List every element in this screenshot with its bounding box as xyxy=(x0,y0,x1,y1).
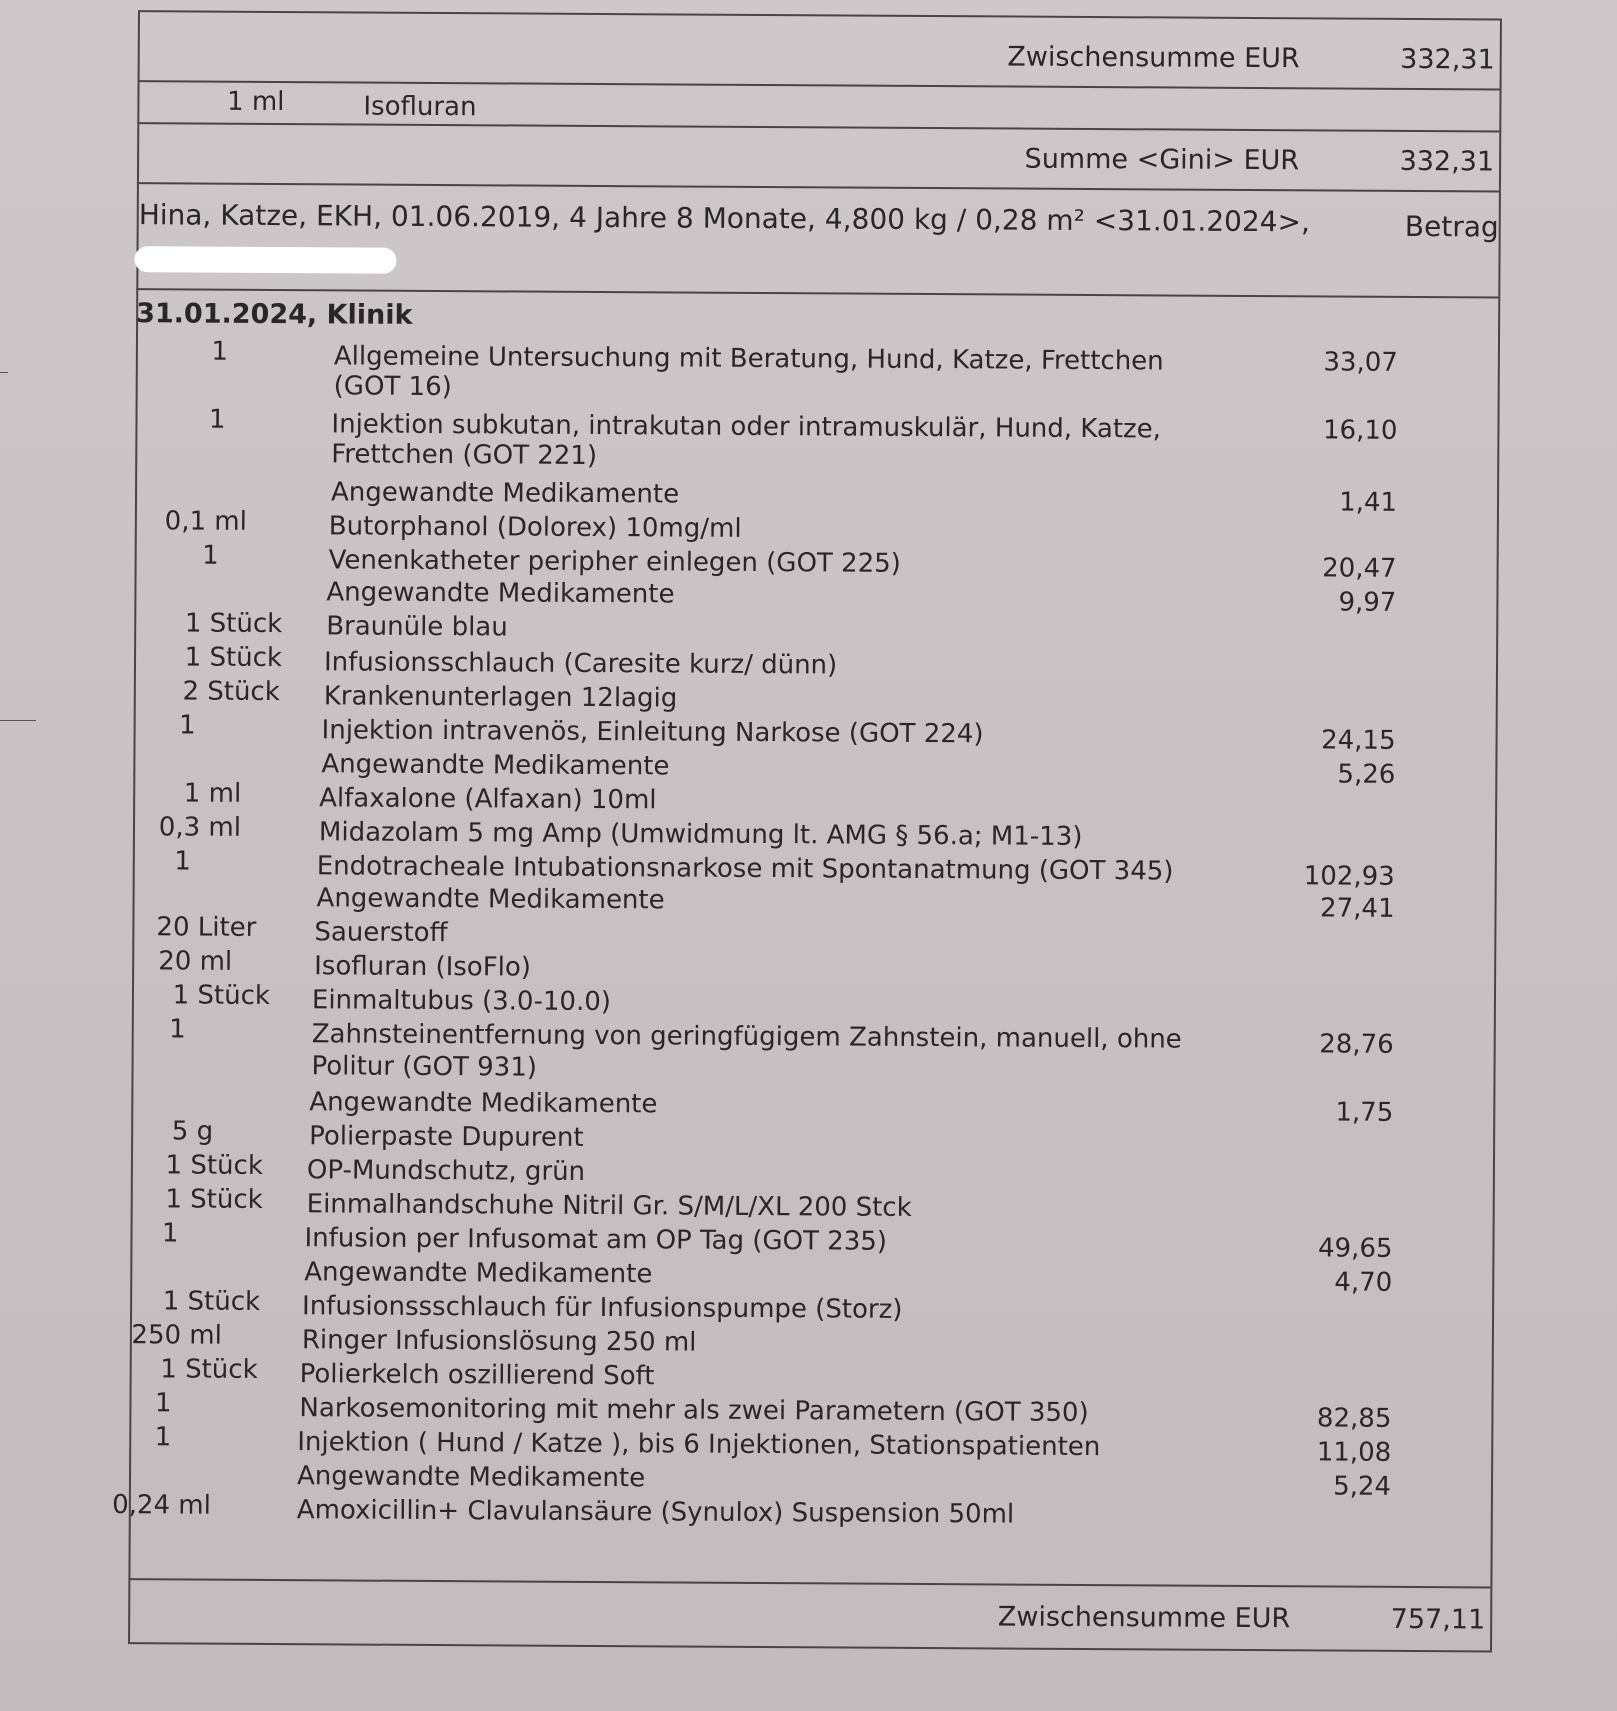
item-desc: Frettchen (GOT 221) xyxy=(331,439,598,471)
iso-desc: Isofluran xyxy=(363,91,477,123)
item-desc: Injektion intravenös, Einleitung Narkose (GOT 224) xyxy=(321,715,984,750)
item-desc: Angewandte Medikamente xyxy=(326,577,675,610)
item-desc: Isofluran (IsoFlo) xyxy=(314,951,532,983)
item-desc: Infusionsschlauch (Caresite kurz/ dünn) xyxy=(323,647,838,681)
item-qty: 1 xyxy=(161,1218,179,1249)
item-qty: 1 xyxy=(211,336,229,367)
item-amount: 16,10 xyxy=(1322,415,1398,446)
item-qty: 20 Liter xyxy=(156,912,257,943)
item-desc: Polierkelch oszillierend Soft xyxy=(299,1359,655,1392)
item-desc: Angewandte Medikamente xyxy=(309,1087,658,1120)
bottom-subtotal-label: Zwischensumme EUR xyxy=(997,1601,1291,1635)
bottom-subtotal-value: 757,11 xyxy=(1390,1603,1486,1636)
item-amount: 1,75 xyxy=(1335,1097,1394,1128)
item-amount: 28,76 xyxy=(1319,1029,1394,1060)
item-desc: Ringer Infusionslösung 250 ml xyxy=(301,1325,697,1358)
item-qty: 1 xyxy=(174,846,191,877)
item-desc: Angewandte Medikamente xyxy=(321,749,670,782)
item-desc: Allgemeine Untersuchung mit Beratung, Hund, Katze, Frettchen xyxy=(333,341,1164,377)
item-desc: Politur (GOT 931) xyxy=(311,1051,538,1083)
item-desc: Injektion subkutan, intrakutan oder intramuskulär, Hund, Katze, xyxy=(331,409,1162,445)
item-desc: Zahnsteinentfernung von geringfügigem Zahnstein, manuell, ohne xyxy=(311,1019,1182,1055)
item-qty: 1 Stück xyxy=(184,642,283,674)
item-qty: 1 Stück xyxy=(165,1150,264,1181)
item-amount: 27,41 xyxy=(1320,893,1395,924)
item-desc: Alfaxalone (Alfaxan) 10ml xyxy=(319,783,657,816)
amount-header: Betrag xyxy=(1404,209,1499,244)
item-amount: 9,97 xyxy=(1338,587,1397,618)
item-qty: 250 ml xyxy=(131,1320,222,1351)
item-qty: 2 Stück xyxy=(182,676,280,708)
top-subtotal-value: 332,31 xyxy=(1400,43,1495,76)
item-desc: Amoxicillin+ Clavulansäure (Synulox) Suspension 50ml xyxy=(296,1495,1015,1530)
item-amount: 20,47 xyxy=(1322,553,1397,584)
item-desc: Angewandte Medikamente xyxy=(296,1461,646,1494)
item-qty: 1 Stück xyxy=(165,1184,263,1215)
item-desc: Butorphanol (Dolorex) 10mg/ml xyxy=(328,511,742,544)
item-qty: 0,24 ml xyxy=(112,1490,211,1521)
item-qty: 1 Stück xyxy=(162,1286,261,1317)
item-qty: 0,3 ml xyxy=(158,812,242,843)
section-heading: 31.01.2024, Klinik xyxy=(136,298,413,331)
item-amount: 33,07 xyxy=(1323,347,1398,378)
invoice-frame xyxy=(100,10,1515,1661)
item-desc: Narkosemonitoring mit mehr als zwei Parametern (GOT 350) xyxy=(299,1393,1089,1429)
item-qty: 1 xyxy=(154,1388,172,1419)
item-amount: 11,08 xyxy=(1316,1437,1392,1468)
item-qty: 1 Stück xyxy=(172,980,271,1011)
item-qty: 1 ml xyxy=(183,778,242,809)
item-desc: Krankenunterlagen 12lagig xyxy=(323,681,678,714)
item-amount: 4,70 xyxy=(1334,1267,1393,1298)
sum-value: 332,31 xyxy=(1399,145,1495,178)
item-desc: Injektion ( Hund / Katze ), bis 6 Injektionen, Stationspatienten xyxy=(297,1427,1101,1463)
top-subtotal-label: Zwischensumme EUR xyxy=(1007,41,1300,75)
item-desc: Midazolam 5 mg Amp (Umwidmung lt. AMG § 56.a; M1-13) xyxy=(318,817,1083,852)
item-qty: 1 Stück xyxy=(184,608,283,640)
item-desc: Infusionssschlauch für Infusionspumpe (Storz) xyxy=(301,1291,903,1325)
margin-tick xyxy=(0,372,8,373)
item-qty: 1 Stück xyxy=(160,1354,258,1385)
item-desc: Polierpaste Dupurent xyxy=(309,1121,584,1153)
item-amount: 102,93 xyxy=(1303,861,1395,892)
item-amount: 5,24 xyxy=(1333,1471,1392,1502)
iso-qty: 1 ml xyxy=(226,86,285,118)
item-amount: 82,85 xyxy=(1316,1403,1392,1434)
item-desc: Einmaltubus (3.0-10.0) xyxy=(311,985,612,1018)
item-desc: Venenkatheter peripher einlegen (GOT 225) xyxy=(328,545,901,579)
sum-label: Summe <Gini> EUR xyxy=(1024,143,1300,177)
item-desc: Angewandte Medikamente xyxy=(330,477,680,510)
item-desc: Angewandte Medikamente xyxy=(316,883,665,916)
item-qty: 1 xyxy=(169,1014,186,1045)
item-qty: 20 ml xyxy=(158,946,233,977)
item-desc: Endotracheale Intubationsnarkose mit Spontanatmung (GOT 345) xyxy=(316,851,1174,887)
item-amount: 49,65 xyxy=(1317,1233,1393,1264)
item-amount: 24,15 xyxy=(1321,725,1396,756)
item-qty: 1 xyxy=(208,404,226,435)
item-qty: 5 g xyxy=(171,1116,214,1147)
item-desc: OP-Mundschutz, grün xyxy=(306,1155,586,1187)
item-amount: 5,26 xyxy=(1337,759,1396,790)
item-qty: 1 xyxy=(154,1422,172,1453)
item-desc: Einmalhandschuhe Nitril Gr. S/M/L/XL 200 Stck xyxy=(306,1189,912,1223)
item-qty: 1 xyxy=(202,540,219,571)
item-desc: (GOT 16) xyxy=(333,371,452,403)
patient-line: Hina, Katze, EKH, 01.06.2019, 4 Jahre 8 Monate, 4,800 kg / 0,28 m² <31.01.2024>, xyxy=(138,198,1311,239)
item-amount: 1,41 xyxy=(1339,487,1398,518)
redaction-bar xyxy=(134,246,396,274)
item-desc: Braunüle blau xyxy=(326,611,508,643)
item-desc: Angewandte Medikamente xyxy=(304,1257,653,1290)
item-desc: Sauerstoff xyxy=(314,917,448,949)
margin-tick xyxy=(0,720,36,721)
item-desc: Infusion per Infusomat am OP Tag (GOT 235) xyxy=(304,1223,888,1257)
item-qty: 1 xyxy=(178,710,196,741)
item-qty: 0,1 ml xyxy=(164,506,247,537)
